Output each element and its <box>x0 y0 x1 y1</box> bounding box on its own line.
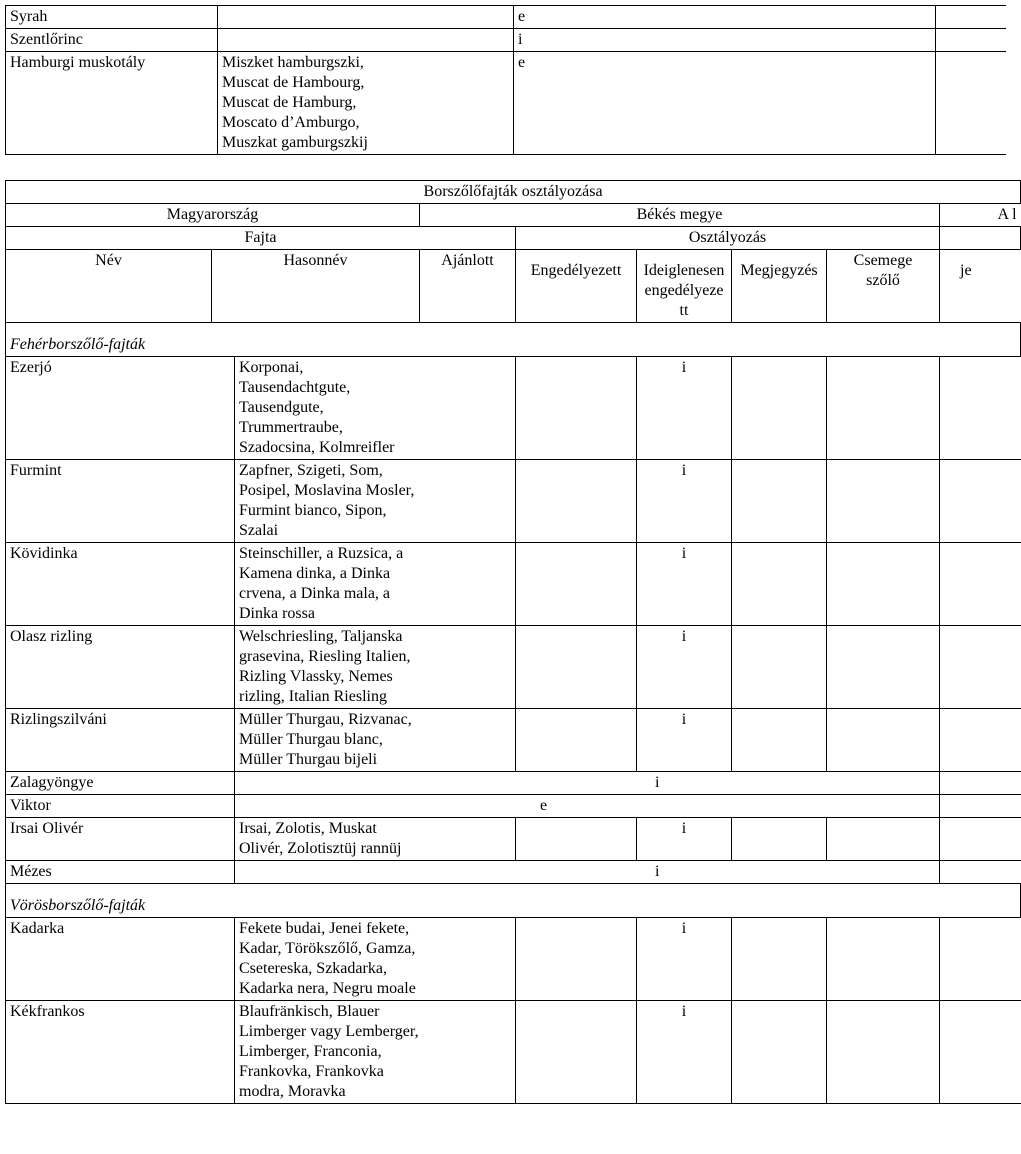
temporary-cell: i <box>637 918 732 1001</box>
cut-header: je <box>940 250 1021 323</box>
variety-name: Kékfrankos <box>6 1001 235 1104</box>
note-cell <box>732 357 827 460</box>
approved-cell <box>516 626 637 709</box>
table-grape-cell <box>827 543 940 626</box>
classification-value: i <box>235 861 940 884</box>
variety-synonyms: Steinschiller, a Ruzsica, a Kamena dinka, a Dinka crvena, a Dinka mala, a Dinka rossa <box>235 543 516 626</box>
note-cell <box>732 709 827 772</box>
white-section-row <box>6 323 1021 357</box>
temporary-cell: i <box>637 709 732 772</box>
column-header-row <box>6 250 1021 323</box>
recommended-header: Ajánlott <box>420 250 516 323</box>
variety-row <box>6 357 1021 460</box>
variety-row <box>6 1001 1021 1104</box>
top-table <box>5 5 1006 155</box>
variety-synonyms: Miszket hamburgszki, Muscat de Hambourg, Muscat de Hamburg, Moscato d’Amburgo, Muszkat gamburgszkij <box>218 52 514 155</box>
variety-name: Viktor <box>6 795 235 818</box>
title-row <box>6 181 1021 204</box>
approved-cell <box>516 460 637 543</box>
approved-cell <box>516 918 637 1001</box>
red-section-row <box>6 884 1021 918</box>
temporary-cell: i <box>637 543 732 626</box>
variety-row <box>6 709 1021 772</box>
group-header-row <box>6 227 1021 250</box>
variety-row <box>6 818 1021 861</box>
variety-row <box>6 626 1021 709</box>
variety-synonyms: Korponai, Tausendachtgute, Tausendgute, Trummertraube, Szadocsina, Kolmreifler <box>235 357 516 460</box>
variety-synonyms: Blaufränkisch, Blauer Limberger vagy Lemberger, Limberger, Franconia, Frankovka, Frankovka modra, Moravka <box>235 1001 516 1104</box>
variety-synonyms: Fekete budai, Jenei fekete, Kadar, Törökszőlő, Gamza, Csetereska, Szkadarka, Kadarka nera, Negru moale <box>235 918 516 1001</box>
approved-cell <box>516 709 637 772</box>
temporary-cell: i <box>637 460 732 543</box>
variety-row <box>6 795 1021 818</box>
note-cell <box>732 918 827 1001</box>
temporary-cell: i <box>637 357 732 460</box>
synonym-header: Hasonnév <box>212 250 420 323</box>
section-label: Vörösborszőlő-fajták <box>6 884 1021 918</box>
region-row <box>6 204 1021 227</box>
region-cut-cell: A l <box>940 204 1021 227</box>
variety-name: Szentlőrinc <box>6 29 218 52</box>
table-grape-cell <box>827 918 940 1001</box>
table-grape-cell <box>827 1001 940 1104</box>
table-grape-cell <box>827 460 940 543</box>
variety-name: Irsai Olivér <box>6 818 235 861</box>
variety-synonyms: Irsai, Zolotis, Muskat Olivér, Zolotisztüj rannüj <box>235 818 516 861</box>
temporary-cell: i <box>637 818 732 861</box>
classification-value: e <box>514 52 936 155</box>
variety-name: Kadarka <box>6 918 235 1001</box>
top-row <box>6 6 1006 29</box>
variety-synonyms: Welschriesling, Taljanska grasevina, Riesling Italien, Rizling Vlassky, Nemes rizling, Italian Riesling <box>235 626 516 709</box>
top-row <box>6 29 1006 52</box>
approved-cell <box>516 818 637 861</box>
table-grape-cell <box>827 709 940 772</box>
table-title: Borszőlőfajták osztályozása <box>6 181 1021 204</box>
note-cell <box>732 626 827 709</box>
note-cell <box>732 543 827 626</box>
variety-group-header: Fajta <box>6 227 516 250</box>
table-grape-cell <box>827 626 940 709</box>
variety-synonyms <box>218 29 514 52</box>
approved-cell <box>516 1001 637 1104</box>
variety-name: Rizlingszilváni <box>6 709 235 772</box>
approved-header: Engedélyezett <box>516 250 637 323</box>
variety-row <box>6 543 1021 626</box>
variety-name: Olasz rizling <box>6 626 235 709</box>
variety-name: Mézes <box>6 861 235 884</box>
variety-synonyms <box>218 6 514 29</box>
table-grape-header: Csemege szőlő <box>827 250 940 323</box>
variety-row <box>6 772 1021 795</box>
variety-synonyms: Zapfner, Szigeti, Som, Posipel, Moslavina Mosler, Furmint bianco, Sipon, Szalai <box>235 460 516 543</box>
variety-row <box>6 861 1021 884</box>
table-grape-cell <box>827 818 940 861</box>
temporary-cell: i <box>637 626 732 709</box>
temporary-header: Ideiglenesen engedélyeze tt <box>637 250 732 323</box>
note-cell <box>732 460 827 543</box>
classification-value: i <box>514 29 936 52</box>
table-grape-cell <box>827 357 940 460</box>
note-header: Megjegyzés <box>732 250 827 323</box>
name-header: Név <box>6 250 212 323</box>
section-label: Fehérborszőlő-fajták <box>6 323 1021 357</box>
country-cell: Magyarország <box>6 204 420 227</box>
note-cell <box>732 818 827 861</box>
classification-value: e <box>235 795 940 818</box>
county-cell: Békés megye <box>420 204 940 227</box>
classification-group-header: Osztályozás <box>516 227 940 250</box>
classification-value: e <box>514 6 936 29</box>
temporary-cell: i <box>637 1001 732 1104</box>
top-row <box>6 52 1006 155</box>
variety-name: Syrah <box>6 6 218 29</box>
classification-table <box>5 180 1021 1104</box>
variety-name: Furmint <box>6 460 235 543</box>
variety-name: Ezerjó <box>6 357 235 460</box>
variety-name: Hamburgi muskotály <box>6 52 218 155</box>
classification-value: i <box>235 772 940 795</box>
approved-cell <box>516 543 637 626</box>
variety-synonyms: Müller Thurgau, Rizvanac, Müller Thurgau blanc, Müller Thurgau bijeli <box>235 709 516 772</box>
variety-row <box>6 460 1021 543</box>
variety-name: Kövidinka <box>6 543 235 626</box>
approved-cell <box>516 357 637 460</box>
note-cell <box>732 1001 827 1104</box>
variety-row <box>6 918 1021 1001</box>
variety-name: Zalagyöngye <box>6 772 235 795</box>
